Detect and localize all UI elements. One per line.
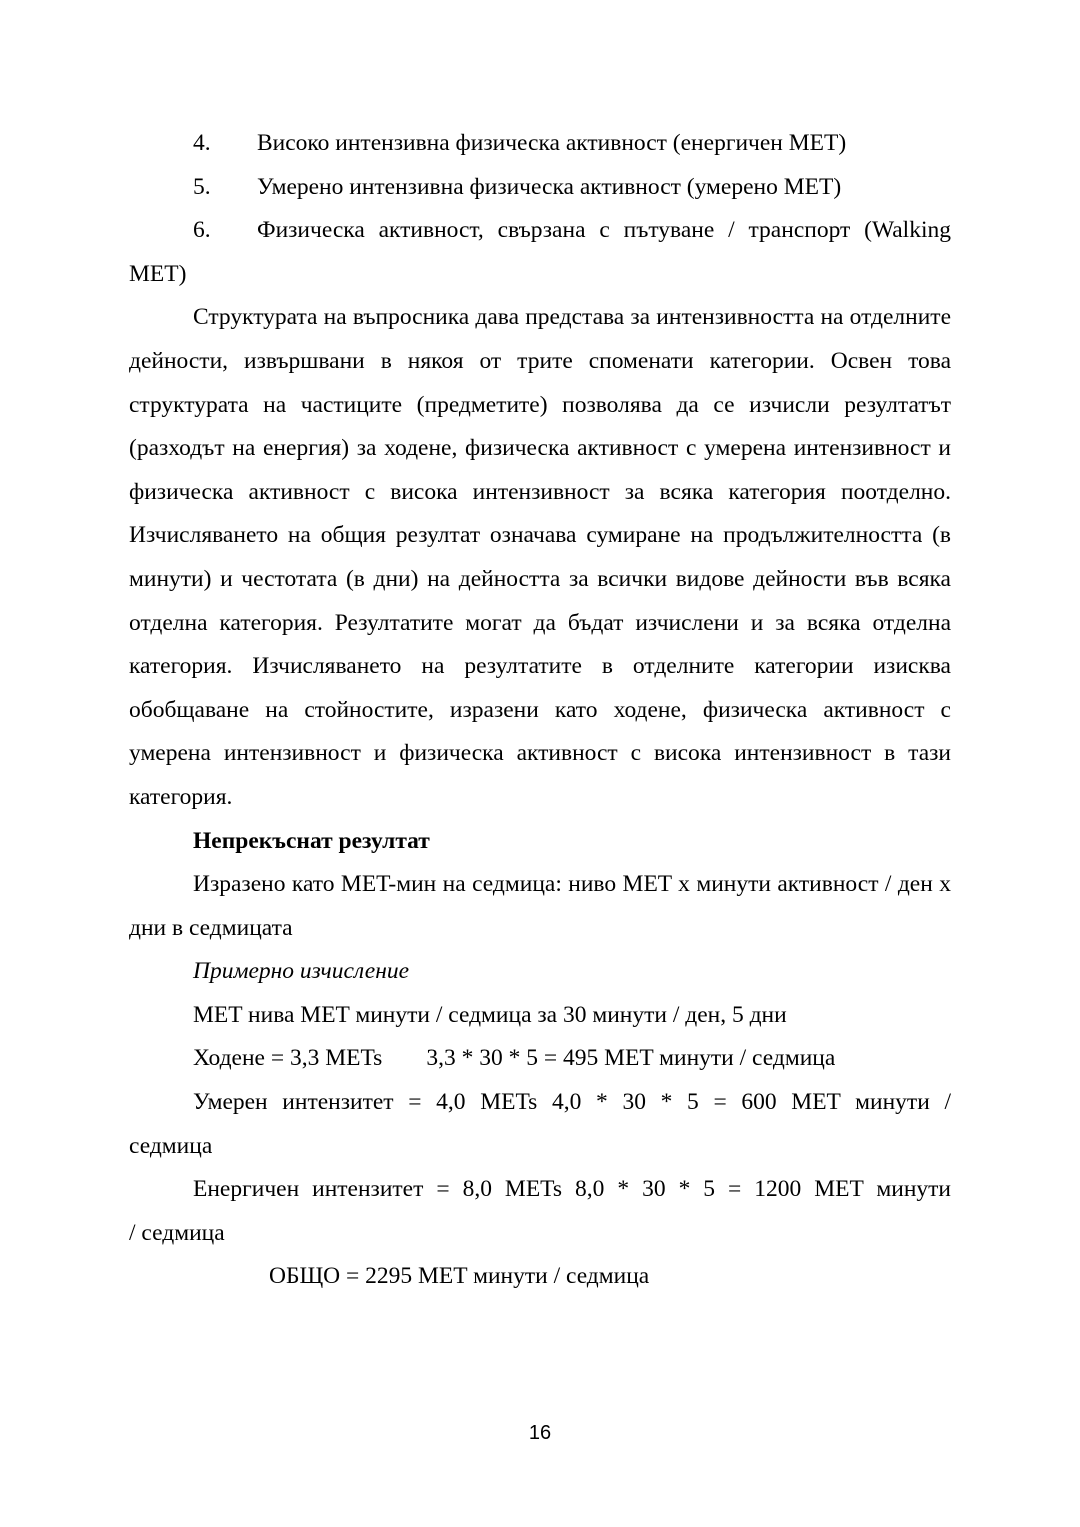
met-levels-line: MET нива MET минути / седмица за 30 минути / ден, 5 дни xyxy=(193,1001,787,1028)
calc-moderate-label: Умерен интензитет = 4,0 METs xyxy=(193,1089,538,1116)
list-text-continuation: MET) xyxy=(129,260,187,287)
calc-moderate-result: 4,0 * 30 * 5 = 600 MET минути / xyxy=(551,1089,951,1116)
document-page xyxy=(129,122,951,1299)
calc-vigorous-label: Енергичен интензитет = 8,0 METs xyxy=(193,1176,563,1203)
calc-moderate xyxy=(129,1081,951,1125)
page-number: 16 xyxy=(528,1422,552,1444)
formula-paragraph: Изразено като MET-мин на седмица: ниво MET x минути активност / ден x дни в седмицата xyxy=(129,871,951,941)
list-item xyxy=(129,166,951,210)
total-line: ОБЩО = 2295 MET минути / седмица xyxy=(269,1263,650,1290)
calc-vigorous-result: 8,0 * 30 * 5 = 1200 MET минути xyxy=(575,1176,951,1203)
calc-vigorous xyxy=(129,1168,951,1212)
list-item xyxy=(129,209,951,253)
calc-walking-result: 3,3 * 30 * 5 = 495 MET минути / седмица xyxy=(426,1045,836,1072)
example-heading: Примерно изчисление xyxy=(193,958,410,985)
calc-moderate-continuation: седмица xyxy=(129,1132,213,1159)
list-item xyxy=(129,122,951,166)
body-paragraph: Структурата на въпросника дава представа за интензивността на отделните дейности, извършвани в някоя от трите споменати категории. Освен това структурата на частиците (предметите) позволява да се изчисли резултатът (разходът на енергия) за ходене, физическа активност с умерена интензивност и физическа активност с висока интензивност за всяка категория поотделно. Изчисляването на общия резултат означава сумиране на продължителността (в минути) и честотата (в дни) на дейността за всички видове дейности във всяка отделна категория. Резултатите могат да бъдат изчислени и за всяка отделна категория. Изчисляването на резултатите в отделните категории изисква обобщаване на стойностите, изразени като ходене, физическа активност с умерена интензивност и физическа активност с висока интензивност в тази категория. xyxy=(129,304,951,810)
list-number: 5. xyxy=(193,173,211,200)
list-text: Високо интензивна физическа активност (енергичен МЕТ) xyxy=(257,130,847,156)
calc-walking-label: Ходене = 3,3 METs xyxy=(193,1045,383,1072)
calc-walking xyxy=(129,1037,951,1081)
list-number: 6. xyxy=(193,217,211,244)
section-heading: Непрекъснат резултат xyxy=(193,827,430,854)
list-number: 4. xyxy=(193,130,211,156)
calc-vigorous-continuation: / седмица xyxy=(129,1219,225,1246)
list-text: Физическа активност, свързана с пътуване / транспорт (Walking xyxy=(257,217,951,244)
list-text: Умерено интензивна физическа активност (умерено МЕТ) xyxy=(257,173,842,200)
